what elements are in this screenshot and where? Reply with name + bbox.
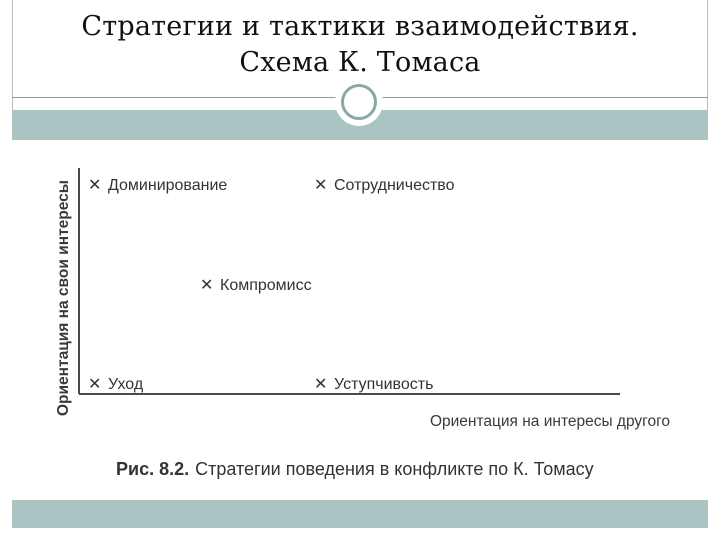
strategy-label-domination: Доминирование <box>108 177 228 194</box>
strategy-label-accommodation: Уступчивость <box>334 376 434 393</box>
x-mark-icon: ✕ <box>88 177 102 194</box>
x-mark-icon: ✕ <box>314 376 328 393</box>
strategy-label-collaboration: Сотрудничество <box>334 177 455 194</box>
slide-title-line-1: Стратегии и тактики взаимодействия. <box>81 11 639 42</box>
figure-scan <box>12 140 714 498</box>
strategy-point-avoidance <box>88 376 144 393</box>
slide-title-line-2: Схема К. Томаса <box>239 47 481 78</box>
figure-caption <box>116 459 594 479</box>
x-axis-label: Ориентация на интересы другого <box>429 413 671 430</box>
strategy-label-compromise: Компромисс <box>220 277 312 294</box>
thomas-diagram <box>12 140 708 498</box>
strategy-point-domination <box>88 177 227 194</box>
strategy-point-compromise <box>200 277 312 294</box>
figure-caption-text: Стратегии поведения в конфликте по К. Томасу <box>195 459 594 479</box>
figure-area <box>12 140 708 500</box>
y-axis-label: Ориентация на свои интересы <box>55 179 72 417</box>
strategy-point-collaboration <box>314 177 455 194</box>
bottom-accent-bar <box>12 500 708 528</box>
x-mark-icon: ✕ <box>88 376 102 393</box>
figure-caption-prefix: Рис. 8.2. <box>116 459 190 479</box>
x-mark-icon: ✕ <box>200 277 214 294</box>
x-mark-icon: ✕ <box>314 177 328 194</box>
circle-ornament-icon <box>335 78 383 126</box>
strategy-label-avoidance: Уход <box>108 376 144 393</box>
circle-ornament-ring <box>341 84 377 120</box>
strategy-point-accommodation <box>314 376 433 393</box>
